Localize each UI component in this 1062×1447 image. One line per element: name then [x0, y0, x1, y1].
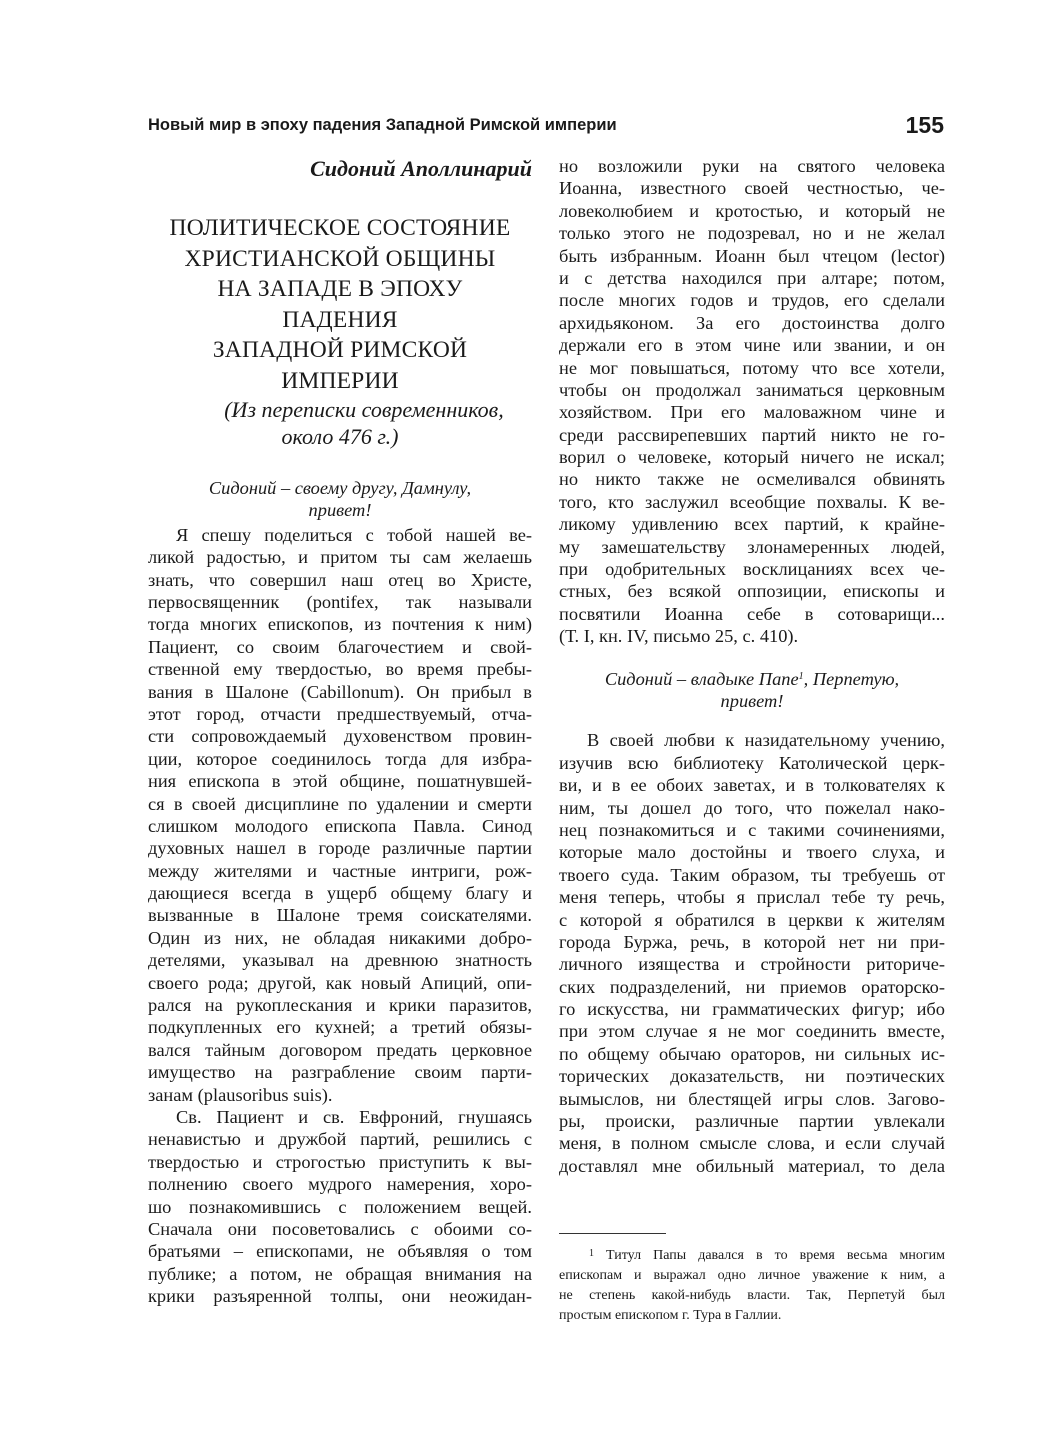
text-line: В своей любви к назидательному учению,	[587, 730, 945, 751]
text-line: твоего суда. Таким образом, ты требуешь от	[559, 864, 945, 885]
text-line: при этом случае я не мог соединить вместе,	[559, 1021, 945, 1042]
text-line: но возложили руки на святого человека	[559, 156, 945, 176]
greeting-line: Сидоний – своему другу, Дамнулу,	[208, 478, 472, 498]
text-line: и с детства находился при алтаре; потом,	[559, 267, 945, 288]
text-line: детелями, указывал на древнюю знатность	[148, 950, 532, 971]
footnote-line: епископам и выражал одно личное уважение к ним, а	[559, 1268, 945, 1283]
text-line: подкупленных его кухней; а третий обязы-	[148, 1017, 532, 1038]
text-line: му замешательству злонамеренных людей,	[559, 536, 945, 557]
greeting-text: , Перпетую,	[803, 668, 900, 689]
text-line: рался на рукоплескания и крики паразитов,	[148, 995, 532, 1016]
text-line: этот город, отчасти предшествуемый, отча-	[148, 703, 532, 724]
title-line: ПАДЕНИЯ	[282, 306, 398, 333]
document-title	[148, 213, 532, 450]
text-line: при одобрительных восклицаниях всех че-	[559, 559, 945, 580]
text-line: ры, происки, различные партии увлекали	[559, 1111, 945, 1132]
letter2-body	[559, 729, 945, 1177]
running-header	[148, 112, 944, 142]
footnote-line	[559, 1246, 945, 1266]
text-line: нец познакомиться и с такими сочинениями,	[559, 819, 945, 840]
text-line: ви, и в ее обоих заветах, и в толкователях к	[559, 775, 945, 796]
greeting-line	[559, 668, 945, 690]
footnote-text: Титул Папы давался в то время весьма многим	[594, 1248, 945, 1263]
text-line: вымыслов, ни блестящей игры слов. Загово-	[559, 1088, 945, 1109]
footnote	[559, 1246, 945, 1326]
text-line: стных, без всякой оппозиции, епископы и	[559, 581, 945, 602]
text-line: ния епископа в этой общине, пошатнувшей-	[148, 771, 532, 792]
text-line: ся в своей дисциплине по удалении и смерти	[148, 793, 532, 814]
footnote-line: простым епископом г. Тура в Галлии.	[559, 1308, 782, 1323]
greeting-text: Сидоний – владыке Папе	[604, 668, 799, 689]
text-line: меня теперь, чтобы я прислал тебе ту речь,	[559, 887, 945, 908]
title-line: ХРИСТИАНСКОЙ ОБЩИНЫ	[184, 245, 496, 272]
greeting-line: привет!	[720, 691, 784, 711]
text-line: ственной ему твердостью, во время пребы-	[148, 659, 532, 680]
text-line: держали его в этом чине или звании, и он	[559, 335, 945, 356]
text-line: ним, ты дошел до того, что пожелал нако-	[559, 797, 945, 818]
text-line: того, кто заслужил всеобщие похвалы. К ве-	[559, 491, 945, 512]
text-line: после многих годов и трудов, его сделали	[559, 290, 945, 311]
text-line: Один из них, не обладая никакими добро-	[148, 927, 532, 948]
text-line: чтобы он продолжал заниматься церковным	[559, 379, 945, 400]
text-line: братьями – епископами, не объявляя о том	[148, 1241, 532, 1262]
text-line: ских подразделений, ни приемов ораторско-	[559, 976, 945, 997]
text-line: твердостью и строгостью приступить к вы-	[148, 1151, 532, 1172]
text-line: ликому удивлению всех партий, к крайне-	[559, 514, 945, 535]
text-line: но никто также не осмеливался обвинять	[559, 469, 945, 490]
text-line: Пациент, со своим благочестием и свой-	[148, 636, 532, 657]
text-line: ловеколюбием и кротостью, и который не	[559, 200, 945, 221]
text-line: крики разъяренной толпы, они неожидан-	[148, 1286, 532, 1307]
text-line: изучив всю библиотеку Католической церк-	[559, 752, 945, 773]
page-number: 155	[905, 112, 944, 138]
text-line: слишком молодого епископа Павла. Синод	[148, 815, 532, 836]
text-line: имущество на разграбление своим парти-	[148, 1062, 532, 1083]
footnote-line: не степень какой-нибудь власти. Так, Перпетуй был	[559, 1288, 945, 1303]
text-line: доставлял мне обильный материал, то дела	[559, 1155, 945, 1176]
text-line: сти сопровождаемый духовенством провин-	[148, 726, 532, 747]
text-line: между жителями и частные интриги, рож-	[148, 860, 532, 881]
text-line: с которой я обратился в церкви к жителям	[559, 909, 945, 930]
footnote-divider	[559, 1233, 666, 1234]
text-line: занам (plausoribus suis).	[148, 1084, 333, 1105]
text-line: ции, которое соединилось тогда для избра-	[148, 748, 532, 769]
author-name: Сидоний Аполлинарий	[310, 156, 532, 181]
text-line: только этого не подозревал, но и не желал	[559, 223, 945, 244]
text-line: меня, в полном смысле слова, и если случай	[559, 1133, 945, 1154]
text-line: духовных нашел в городе различные партии	[148, 838, 532, 859]
text-line: быть избранным. Иоанн был чтецом (lector)	[559, 245, 945, 266]
text-line: дающиеся всегда в ущерб общему благу и	[148, 883, 532, 904]
footnote-marker: 1	[798, 670, 804, 682]
text-line: по общему обычаю ораторов, ни сильных ис-	[559, 1043, 945, 1064]
text-line: ликой радостью, и притом ты сам желаешь	[148, 547, 532, 568]
text-line: вался тайным договором предать церковное	[148, 1039, 532, 1060]
left-column	[148, 155, 532, 1307]
running-title: Новый мир в эпоху падения Западной Римской империи	[148, 116, 617, 134]
text-line: которые мало достойны и твоего слуха, и	[559, 842, 945, 863]
text-line: хозяйством. При его маловажном чине и	[559, 402, 945, 423]
letter2-greeting	[559, 668, 945, 713]
text-line: (Т. I, кн. IV, письмо 25, с. 410).	[559, 626, 799, 647]
text-line: Иоанна, известного своей честностью, че-	[559, 178, 945, 199]
text-line: среди рассвирепевших партий никто не го-	[559, 424, 945, 445]
text-line: вания в Шалоне (Cabillonum). Он прибыл в	[148, 681, 532, 702]
text-line: Св. Пациент и св. Евфроний, гнушаясь	[176, 1106, 532, 1127]
text-line: своего рода; другой, как новый Апиций, опи-	[148, 972, 532, 993]
text-line: вызванные в Шалоне тремя соискателями.	[148, 905, 532, 926]
text-line: знать, что совершил наш отец во Христе,	[148, 569, 532, 590]
right-column	[559, 155, 945, 1177]
text-line: Сначала они посоветовались с обоими со-	[148, 1218, 532, 1239]
text-line: ненавистью и дружбой партий, решились с	[148, 1129, 532, 1150]
subtitle-line: (Из переписки современников,	[224, 397, 504, 422]
text-line: го искусства, ни грамматических фигур; ибо	[559, 999, 945, 1020]
text-line: публике; а потом, не обращая внимания на	[148, 1263, 532, 1284]
text-line: города Буржа, речь, в которой нет ни при-	[559, 931, 945, 952]
title-line: ЗАПАДНОЙ РИМСКОЙ	[212, 337, 468, 363]
text-line: личного изящества и стройности риториче-	[559, 954, 945, 975]
title-line: ПОЛИТИЧЕСКОЕ СОСТОЯНИЕ	[169, 215, 511, 241]
title-line: ИМПЕРИИ	[281, 367, 399, 394]
footnote-number: 1	[589, 1248, 594, 1259]
text-line: шо познакомившись с положением вещей.	[148, 1196, 532, 1217]
text-line: посвятили Иоанна себе в сотоварищи...	[559, 603, 945, 624]
subtitle-line: около 476 г.)	[281, 424, 399, 449]
text-line: полнению своего мудрого намерения, хоро-	[148, 1174, 532, 1195]
title-line: НА ЗАПАДЕ В ЭПОХУ	[217, 276, 463, 302]
text-line: архидьяконом. За его достоинства долго	[559, 312, 945, 333]
greeting-line: привет!	[308, 500, 372, 521]
letter1-greeting	[148, 477, 532, 522]
text-line: Я спешу поделиться с тобой нашей ве-	[176, 524, 532, 545]
letter1-continuation	[559, 155, 945, 648]
text-line: тогда многих епископов, из почтения к ним)	[148, 614, 532, 635]
letter1-body	[148, 524, 532, 1308]
text-line: первосвященник (pontifex, так называли	[148, 591, 532, 612]
text-line: торических доказательств, ни поэтических	[559, 1066, 945, 1087]
text-line: не мог повышаться, потому что все хотели,	[559, 357, 945, 378]
text-line: ворил о человеке, который ничего не искал;	[559, 447, 945, 468]
